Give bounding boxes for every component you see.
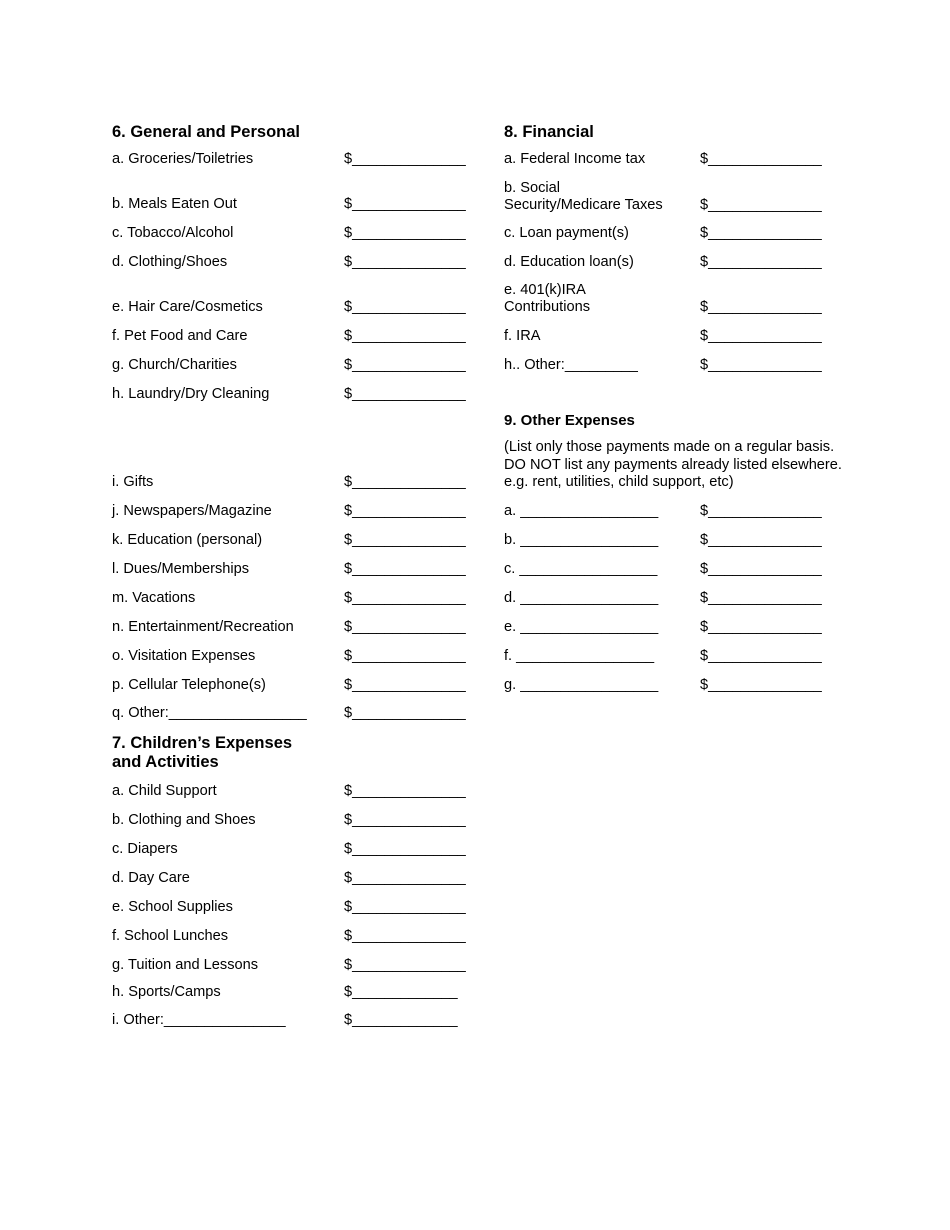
amount-field[interactable]: $______________ <box>700 677 822 693</box>
row-label: f. Pet Food and Care <box>112 328 248 344</box>
form-row <box>112 151 484 168</box>
form-row <box>504 254 840 271</box>
row-label: d. _________________ <box>504 590 659 606</box>
row-label: h. Laundry/Dry Cleaning <box>112 386 270 402</box>
form-row <box>112 386 484 403</box>
form-row <box>504 180 840 214</box>
section-7-title: 7. Children’s Expenses and Activities <box>112 734 293 771</box>
amount-field[interactable]: $______________ <box>344 328 466 344</box>
amount-field[interactable]: $______________ <box>344 783 466 799</box>
row-label: a. Child Support <box>112 783 217 799</box>
row-label: f. _________________ <box>504 648 655 664</box>
row-label: q. Other:_________________ <box>112 705 307 721</box>
row-label: i. Other:_______________ <box>112 1012 286 1028</box>
row-label: e. _________________ <box>504 619 659 635</box>
form-row <box>112 299 484 316</box>
form-row <box>504 328 840 345</box>
form-row <box>112 619 484 636</box>
form-row <box>504 282 840 316</box>
form-row <box>112 254 484 271</box>
form-row <box>112 561 484 578</box>
row-label: e. Hair Care/Cosmetics <box>112 299 263 315</box>
form-row <box>112 705 484 722</box>
amount-field[interactable]: $______________ <box>344 225 466 241</box>
row-label: j. Newspapers/Magazine <box>112 503 272 519</box>
row-label: c. Tobacco/Alcohol <box>112 225 234 241</box>
amount-field[interactable]: $______________ <box>344 196 466 212</box>
form-row <box>112 357 484 374</box>
amount-field[interactable]: $______________ <box>344 357 466 373</box>
amount-field[interactable]: $______________ <box>700 357 822 373</box>
amount-field[interactable]: $______________ <box>344 532 466 548</box>
amount-field[interactable]: $______________ <box>700 532 822 548</box>
amount-field[interactable]: $______________ <box>700 299 822 315</box>
row-label: b. Clothing and Shoes <box>112 812 256 828</box>
amount-field[interactable]: $______________ <box>700 254 822 270</box>
amount-field[interactable]: $______________ <box>344 870 466 886</box>
row-label: b. _________________ <box>504 532 659 548</box>
form-row <box>112 503 484 520</box>
row-label: c. Loan payment(s) <box>504 225 629 241</box>
row-label: g. Tuition and Lessons <box>112 957 259 973</box>
amount-field[interactable]: $______________ <box>344 812 466 828</box>
form-row <box>112 196 484 213</box>
amount-field[interactable]: $______________ <box>344 151 466 167</box>
amount-field[interactable]: $______________ <box>700 648 822 664</box>
form-row <box>112 474 484 491</box>
row-label: b. Meals Eaten Out <box>112 196 237 212</box>
section-9-note: (List only those payments made on a regular basis. DO NOT list any payments already listed elsewhere. e.g. rent, utilities, child support, etc) <box>504 439 842 490</box>
amount-field[interactable]: $______________ <box>700 225 822 241</box>
row-label: a. Federal Income tax <box>504 151 646 167</box>
amount-field[interactable]: $______________ <box>344 503 466 519</box>
form-row <box>504 619 840 636</box>
form-row <box>112 1012 484 1029</box>
row-label: k. Education (personal) <box>112 532 263 548</box>
form-row <box>504 561 840 578</box>
form-row <box>112 677 484 694</box>
amount-field[interactable]: $______________ <box>344 677 466 693</box>
row-label: l. Dues/Memberships <box>112 561 250 577</box>
amount-field[interactable]: $______________ <box>344 254 466 270</box>
section-8-title: 8. Financial <box>504 123 594 141</box>
row-label: a. Groceries/Toiletries <box>112 151 254 167</box>
form-row <box>504 532 840 549</box>
amount-field[interactable]: $______________ <box>344 928 466 944</box>
row-label: d. Education loan(s) <box>504 254 634 270</box>
form-row <box>112 225 484 242</box>
amount-field[interactable]: $______________ <box>344 474 466 490</box>
form-row <box>112 590 484 607</box>
amount-field[interactable]: $______________ <box>344 841 466 857</box>
amount-field[interactable]: $______________ <box>344 590 466 606</box>
row-label: o. Visitation Expenses <box>112 648 256 664</box>
form-row <box>112 648 484 665</box>
form-row <box>112 328 484 345</box>
form-row <box>504 590 840 607</box>
amount-field[interactable]: $_____________ <box>344 1012 458 1028</box>
row-label: e. School Supplies <box>112 899 233 915</box>
amount-field[interactable]: $______________ <box>344 957 466 973</box>
section-9-title: 9. Other Expenses <box>504 412 635 429</box>
row-label: g. Church/Charities <box>112 357 237 373</box>
amount-field[interactable]: $______________ <box>700 151 822 167</box>
row-label: h. Sports/Camps <box>112 984 221 1000</box>
amount-field[interactable]: $______________ <box>700 503 822 519</box>
amount-field[interactable]: $______________ <box>700 619 822 635</box>
form-row <box>112 532 484 549</box>
amount-field[interactable]: $______________ <box>344 899 466 915</box>
section-6-title: 6. General and Personal <box>112 123 300 141</box>
form-row <box>504 151 840 168</box>
amount-field[interactable]: $______________ <box>344 648 466 664</box>
amount-field[interactable]: $______________ <box>344 561 466 577</box>
form-row <box>504 648 840 665</box>
amount-field[interactable]: $______________ <box>700 328 822 344</box>
form-row <box>112 870 484 887</box>
form-row <box>112 957 484 974</box>
row-label: f. IRA <box>504 328 541 344</box>
row-label: m. Vacations <box>112 590 196 606</box>
form-row <box>112 899 484 916</box>
row-label: p. Cellular Telephone(s) <box>112 677 266 693</box>
amount-field[interactable]: $______________ <box>344 299 466 315</box>
amount-field[interactable]: $______________ <box>344 386 466 402</box>
row-label: d. Day Care <box>112 870 190 886</box>
row-label: c. Diapers <box>112 841 178 857</box>
amount-field[interactable]: $______________ <box>344 705 466 721</box>
form-row <box>504 225 840 242</box>
form-row <box>112 928 484 945</box>
row-label: i. Gifts <box>112 474 154 490</box>
row-label: c. _________________ <box>504 561 658 577</box>
form-row <box>112 984 484 1001</box>
form-row <box>504 677 840 694</box>
row-label: f. School Lunches <box>112 928 229 944</box>
row-label: a. _________________ <box>504 503 659 519</box>
amount-field[interactable]: $______________ <box>344 619 466 635</box>
amount-field[interactable]: $_____________ <box>344 984 458 1000</box>
form-row <box>112 841 484 858</box>
row-label: g. _________________ <box>504 677 659 693</box>
form-row <box>504 357 840 374</box>
row-label: b. Social Security/Medicare Taxes <box>504 180 663 213</box>
row-label: n. Entertainment/Recreation <box>112 619 294 635</box>
form-row <box>112 812 484 829</box>
row-label: h.. Other:_________ <box>504 357 638 373</box>
amount-field[interactable]: $______________ <box>700 561 822 577</box>
amount-field[interactable]: $______________ <box>700 197 822 213</box>
form-row <box>112 783 484 800</box>
form-row <box>504 503 840 520</box>
row-label: e. 401(k)IRA Contributions <box>504 282 590 315</box>
amount-field[interactable]: $______________ <box>700 590 822 606</box>
row-label: d. Clothing/Shoes <box>112 254 228 270</box>
